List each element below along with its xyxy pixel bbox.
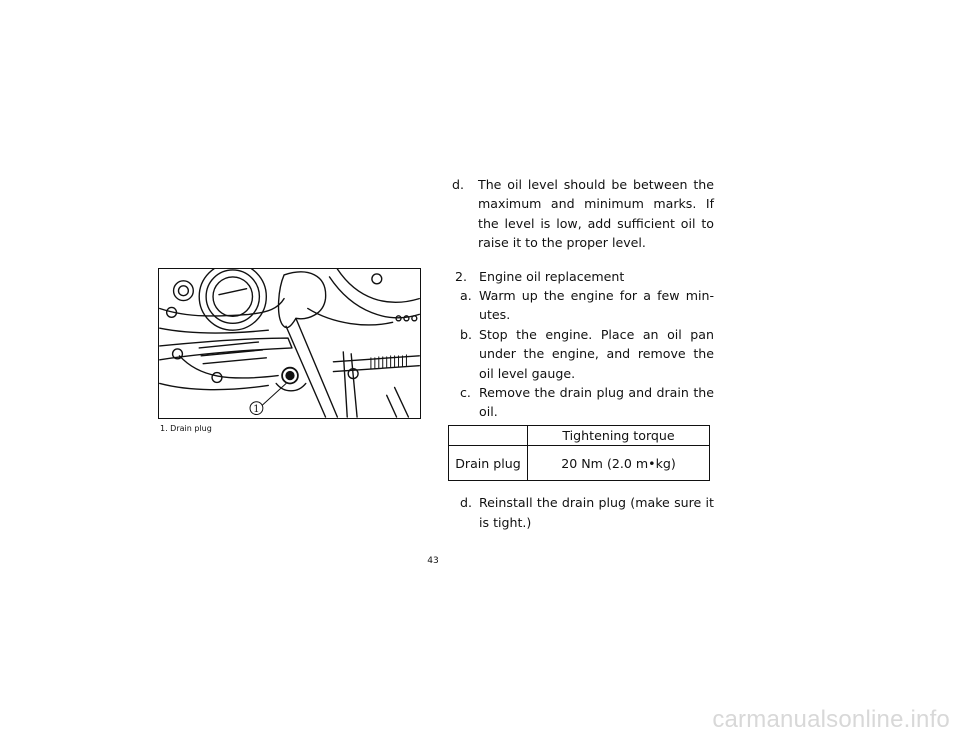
step-text: The oil level should be between the maximum and minimum marks. If the level is low, add sufficient oil to raise it to the proper level. bbox=[478, 177, 714, 251]
table-corner-cell bbox=[449, 425, 528, 445]
page-number: 43 bbox=[427, 556, 439, 566]
step-label: a. bbox=[460, 288, 472, 304]
instruction-column bbox=[452, 175, 714, 532]
section-heading bbox=[452, 267, 714, 286]
step-label: c. bbox=[460, 385, 471, 401]
section-number: 2. bbox=[455, 268, 468, 284]
step-text: Warm up the engine for a few min-utes. bbox=[479, 288, 714, 323]
step-label: d. bbox=[452, 177, 464, 192]
watermark: carmanualsonline.info bbox=[712, 706, 950, 733]
step-text: Stop the engine. Place an oil pan under the engine, and remove the oil level gauge. bbox=[479, 326, 714, 381]
step-text: Remove the drain plug and drain the oil. bbox=[479, 385, 714, 420]
step-label: d. bbox=[460, 495, 472, 511]
table-row-label: Drain plug bbox=[449, 446, 528, 481]
section-title: Engine oil replacement bbox=[479, 268, 625, 284]
table-header: Tightening torque bbox=[528, 425, 710, 445]
step-text: Reinstall the drain plug (make sure it is tight.) bbox=[479, 495, 714, 530]
step-b-stop-engine bbox=[452, 325, 714, 383]
engine-drawing bbox=[159, 269, 420, 418]
drain-plug-illustration bbox=[158, 268, 421, 419]
step-c-drain-oil bbox=[452, 383, 714, 422]
tightening-torque-table bbox=[448, 425, 710, 481]
step-a-warm-up bbox=[452, 286, 714, 325]
table-row-value: 20 Nm (2.0 m•kg) bbox=[561, 455, 676, 471]
step-d-reinstall-plug bbox=[452, 493, 714, 532]
step-d-check-level bbox=[452, 175, 714, 253]
callout-number: 1 bbox=[253, 404, 260, 416]
figure-caption: 1. Drain plug bbox=[160, 424, 212, 433]
step-label: b. bbox=[460, 326, 472, 342]
